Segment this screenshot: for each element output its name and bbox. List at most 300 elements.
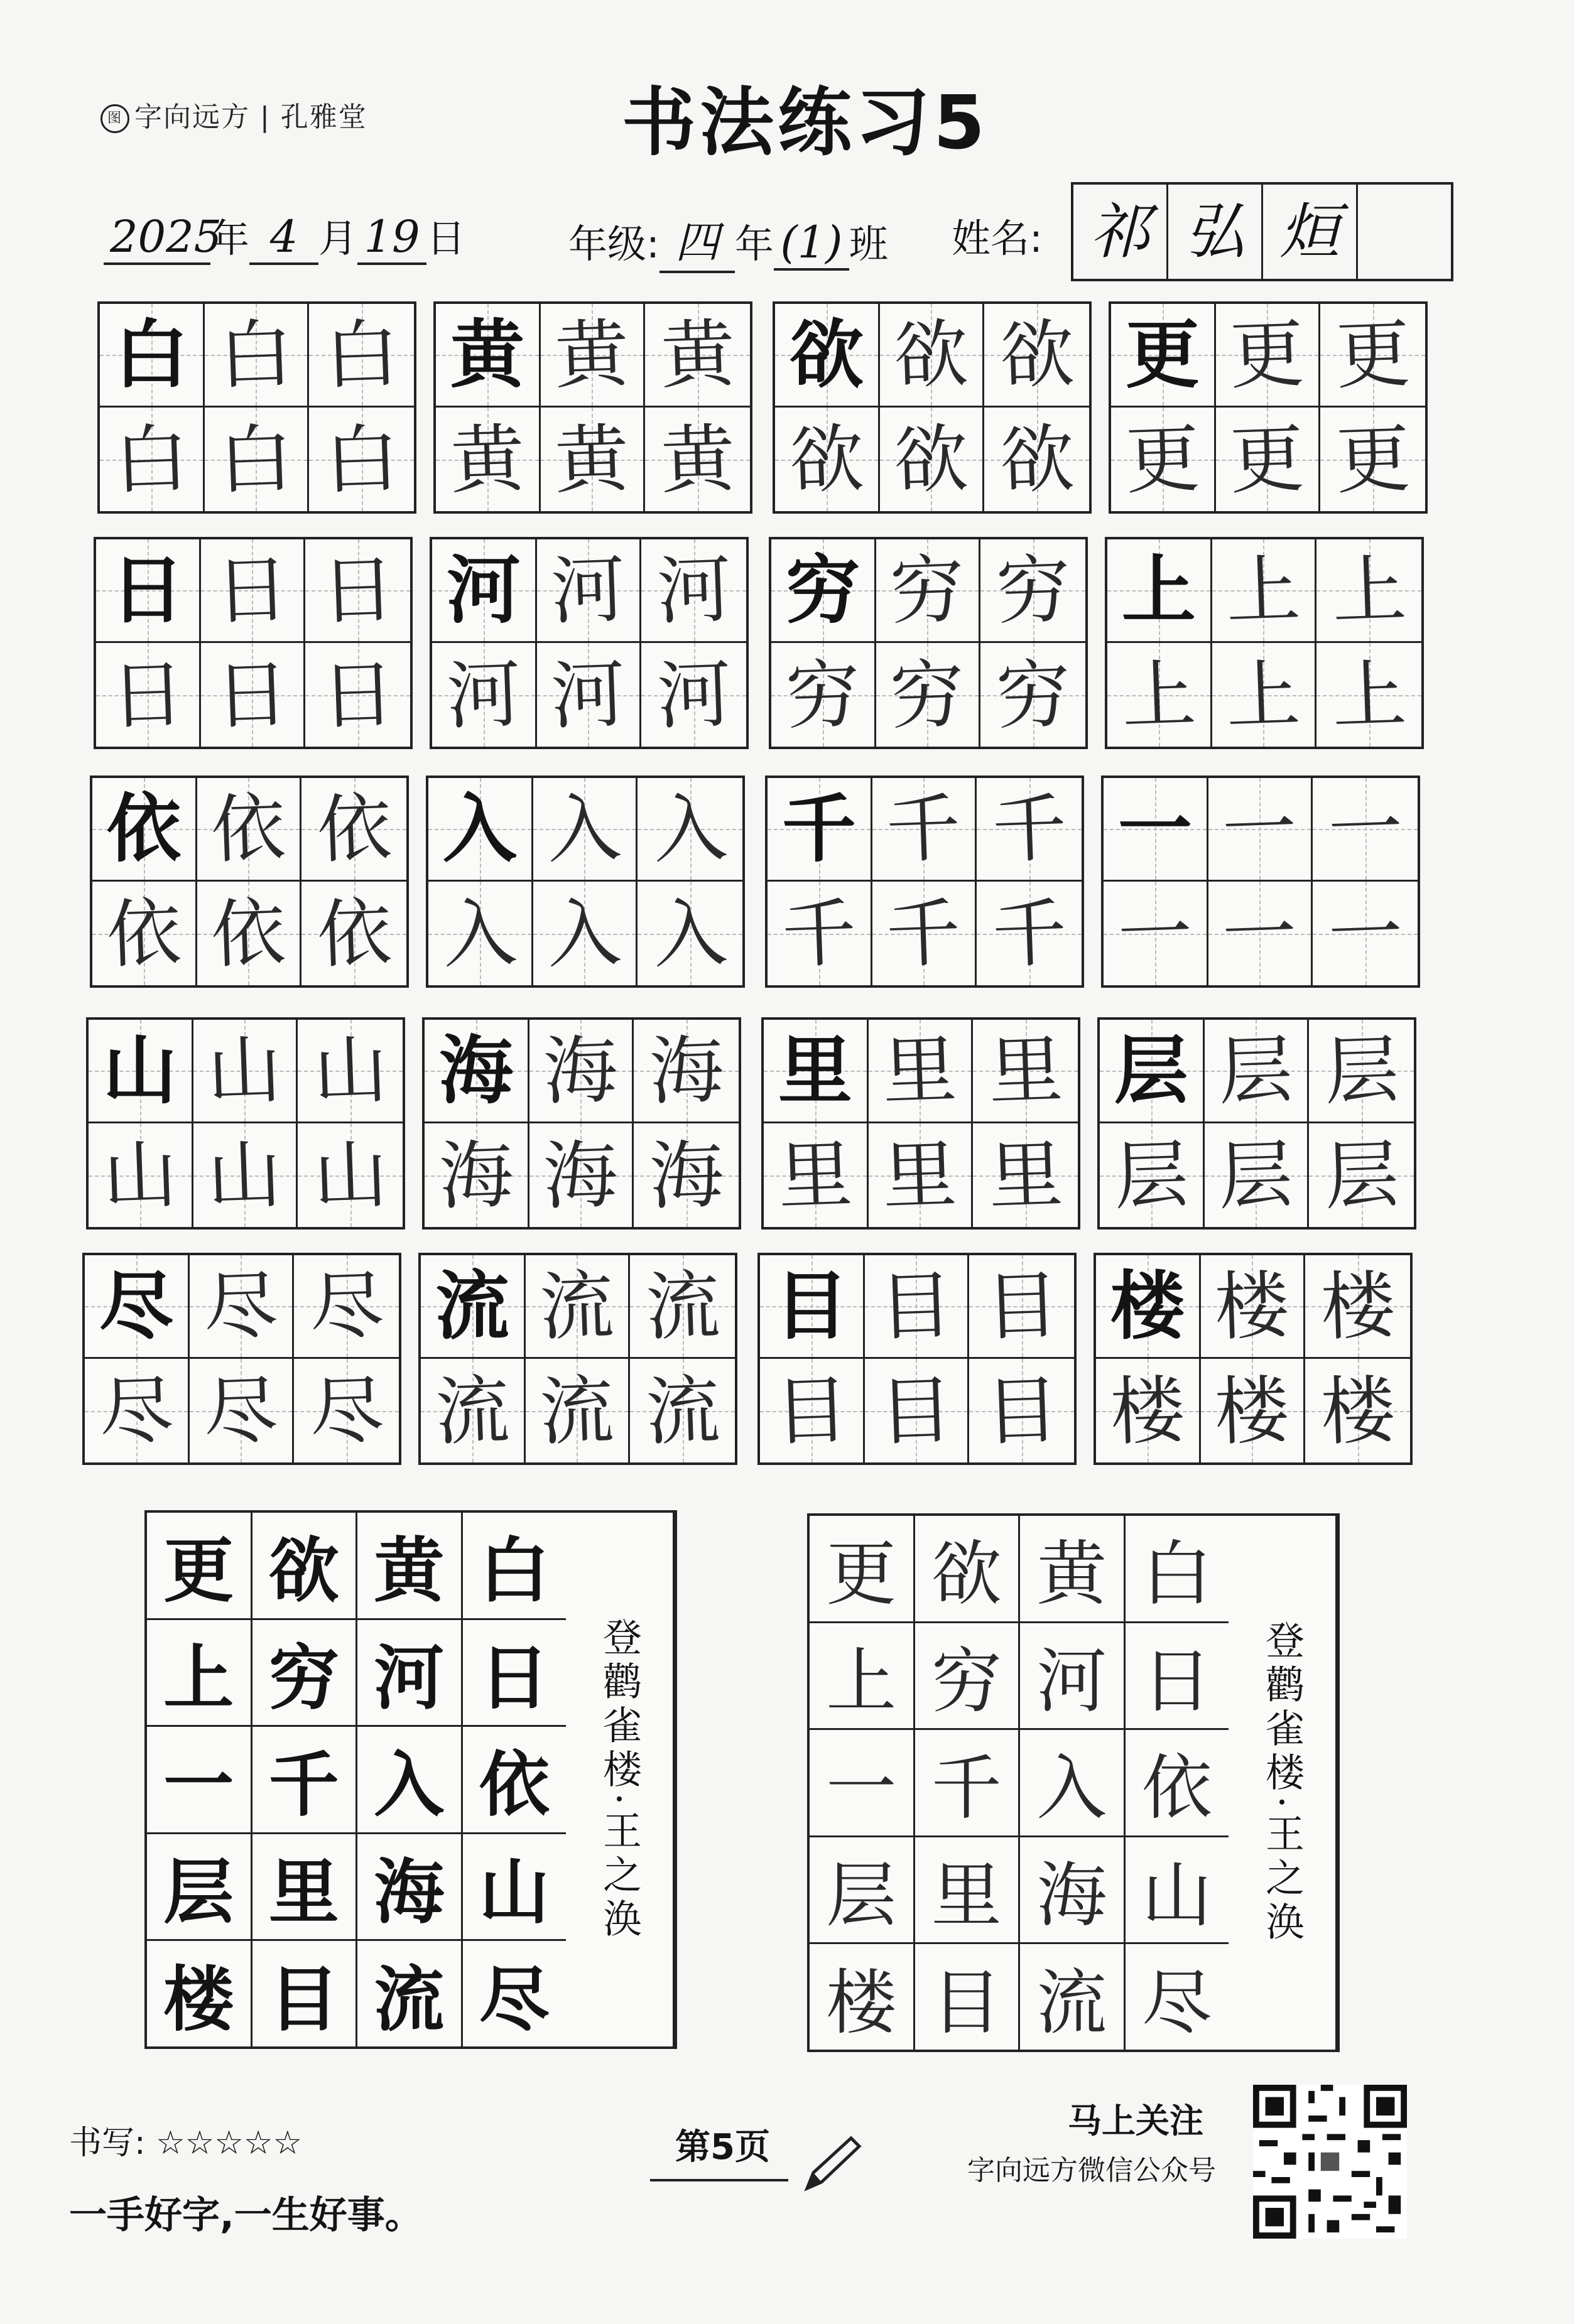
practice-char: 上 [1225,545,1302,635]
poem-column [1018,1516,1124,2050]
practice-block [90,776,409,988]
practice-char-cell [969,1255,1074,1359]
practice-char: 千 [885,889,962,978]
name-label: 姓名: [952,215,1043,261]
practice-char-cell [1313,882,1418,985]
poem-char: 更 [147,1513,251,1620]
poem-char: 海 [1020,1837,1124,1945]
practice-char: 穷 [994,545,1072,635]
poem-model-grid [144,1510,677,2049]
page-title: 书法练习5 [622,79,989,166]
practice-char-cell [294,1255,399,1359]
practice-char: 层 [1323,1130,1401,1220]
practice-char: 河 [550,545,627,635]
poem-char: 入 [1020,1730,1124,1837]
name-char: 弘 [1168,185,1263,279]
practice-char: 日 [214,650,291,740]
poem-title: 登鹳雀楼 [1259,1620,1305,1797]
practice-char-cell [305,643,410,747]
practice-char: 欲 [998,414,1076,504]
practice-char: 目 [877,1366,955,1456]
practice-char: 楼 [1319,1261,1397,1351]
practice-char-cell [96,643,201,747]
practice-char: 里 [778,1027,852,1114]
poem-char: 里 [252,1834,356,1942]
practice-char-cell [436,408,541,511]
practice-char-cell [1316,643,1421,747]
practice-char-cell [880,304,985,408]
practice-char: 目 [983,1261,1061,1351]
practice-char-cell [869,1123,974,1227]
poem-practice-grid [807,1513,1340,2052]
practice-char-cell [537,539,642,643]
practice-char-cell [301,882,406,985]
practice-char: 河 [445,650,523,740]
practice-char: 河 [655,545,733,635]
practice-char-cell [760,1359,865,1462]
poem-column [356,1513,461,2046]
poem-title: 登鹳雀楼 [596,1617,643,1793]
motto: 一手好字,一生好事。 [69,2193,423,2237]
practice-char-cell [89,1123,193,1227]
practice-char-cell [641,643,746,747]
practice-char: 入 [546,784,623,874]
practice-char-cell [630,1255,735,1359]
poem-char: 黄 [357,1513,461,1620]
practice-char: 千 [991,889,1068,978]
poem-char: 更 [810,1516,913,1623]
practice-block [86,1017,405,1230]
practice-char-cell [1208,882,1313,985]
practice-char-cell [305,539,410,643]
practice-char-cell [984,304,1089,408]
model-char-cell [436,304,541,408]
practice-char-cell [541,304,646,408]
grade-value: 四 [659,207,735,273]
practice-char: 流 [435,1262,509,1349]
model-char-cell [428,778,533,882]
model-char-cell [85,1255,190,1359]
practice-char: 入 [651,784,729,874]
practice-char-cell [638,778,742,882]
practice-char-cell [1309,1020,1414,1123]
practice-char: 千 [991,784,1068,874]
practice-char: 日 [214,545,291,635]
practice-char-cell [309,304,414,408]
pen-icon [798,2129,867,2198]
poem-column [913,1516,1019,2050]
practice-char-cell [645,304,750,408]
practice-char-cell [984,408,1089,511]
practice-char: 层 [1114,1027,1188,1114]
poem-char: 黄 [1020,1516,1124,1623]
practice-char-cell [205,408,310,511]
practice-block [757,1253,1077,1465]
practice-block [773,301,1092,514]
practice-char: 黄 [659,414,737,504]
date-year: 2025 [104,211,210,265]
practice-char: 日 [109,650,187,740]
poem-char: 依 [1126,1730,1229,1837]
practice-char-cell [876,539,981,643]
poem-column [1124,1516,1229,2050]
rating-stars: ☆☆☆☆☆ [156,2124,303,2162]
practice-char-cell [533,778,638,882]
poem-char: 流 [1036,1962,1107,2044]
practice-char: 里 [881,1130,958,1220]
day-label: 日 [426,215,466,261]
practice-char: 白 [217,414,295,504]
model-char-cell [100,304,205,408]
practice-char-cell [197,778,302,882]
practice-char: 一 [1327,784,1404,874]
practice-char-cell [630,1359,735,1462]
practice-char: 海 [437,1130,515,1220]
practice-char-cell [1201,1255,1306,1359]
practice-char-cell [190,1255,295,1359]
practice-char-cell [201,643,306,747]
practice-block [1097,1017,1416,1230]
poem-char: 穷 [252,1620,356,1727]
model-char-cell [89,1020,193,1123]
practice-char: 黄 [659,310,737,400]
practice-char: 欲 [893,414,970,504]
poem-column [461,1513,567,2046]
practice-char-cell [869,1020,974,1123]
practice-char: 上 [1225,650,1302,740]
poem-char: 欲 [915,1516,1019,1623]
practice-block [761,1017,1080,1230]
poem-char: 尽 [479,1958,550,2041]
practice-char: 一 [1116,889,1194,978]
practice-char-cell [641,539,746,643]
practice-char: 上 [1330,545,1408,635]
practice-char-cell [865,1359,970,1462]
practice-char: 依 [315,889,393,978]
practice-char: 千 [781,785,856,872]
rating [69,2116,302,2163]
poem-char: 欲 [252,1513,356,1620]
practice-char: 楼 [1319,1366,1397,1456]
page-number: 第5页 [675,2127,770,2168]
brand-circle-icon: 图 [100,104,129,133]
practice-char: 楼 [1110,1262,1185,1349]
poem-char: 尽 [1141,1962,1212,2044]
practice-char: 尽 [202,1366,280,1456]
practice-char-cell [529,1123,634,1227]
practice-char: 尽 [308,1261,386,1351]
date-day: 19 [357,211,426,265]
practice-char: 山 [102,1027,177,1114]
practice-char-cell [1205,1123,1310,1227]
practice-char: 海 [648,1130,725,1220]
class-suffix: 班 [849,221,888,267]
poem-char: 入 [357,1727,461,1834]
practice-char: 入 [442,785,517,872]
practice-char: 里 [987,1130,1065,1220]
poem-column [147,1513,251,2046]
page-underline [650,2179,788,2181]
practice-char-cell [645,408,750,511]
practice-char: 白 [114,311,188,398]
practice-char-cell [1107,643,1212,747]
model-char-cell [764,1020,869,1123]
practice-char: 入 [546,889,623,978]
practice-char: 白 [217,310,295,400]
practice-block [433,301,752,514]
practice-char: 一 [1221,889,1298,978]
model-char-cell [1100,1020,1205,1123]
poem-model-attribution [566,1513,675,2046]
practice-char: 尽 [97,1366,175,1456]
practice-char-cell [1216,408,1321,511]
class-value: (1) [774,217,849,271]
poem-char: 海 [357,1834,461,1942]
poem-char: 穷 [915,1623,1019,1731]
follow-label: 马上关注 [1068,2101,1203,2141]
practice-char-cell [193,1123,298,1227]
practice-char-cell [634,1123,739,1227]
model-char-cell [1096,1255,1201,1359]
practice-block [1094,1253,1413,1465]
practice-char-cell [309,408,414,511]
poem-char: 一 [810,1730,913,1837]
practice-char: 穷 [889,650,966,740]
practice-block [1109,301,1428,514]
practice-char-cell [876,643,981,747]
practice-char: 入 [441,889,519,978]
practice-char-cell [1320,304,1425,408]
practice-char-cell [190,1359,295,1462]
practice-char: 目 [773,1366,850,1456]
practice-char: 山 [206,1130,283,1220]
model-char-cell [92,778,197,882]
practice-char-cell [428,882,533,985]
practice-char-cell [1305,1255,1410,1359]
practice-char: 黄 [450,311,524,398]
practice-char: 山 [101,1130,179,1220]
practice-char-cell [1212,643,1317,747]
practice-char-cell [634,1020,739,1123]
practice-char-cell [771,643,876,747]
name-char: 烜 [1263,185,1358,279]
poem-char: 千 [252,1727,356,1834]
practice-char-cell [526,1359,631,1462]
practice-char-cell [1096,1359,1201,1462]
practice-char-cell [872,778,977,882]
practice-char: 穷 [785,546,860,634]
practice-char: 里 [987,1025,1065,1116]
practice-char: 流 [538,1366,616,1456]
poem-char: 楼 [163,1958,234,2041]
practice-char-cell [1111,408,1216,511]
grade-line [568,207,888,273]
practice-char: 一 [1221,784,1298,874]
practice-char-cell [775,408,880,511]
practice-char: 河 [446,546,521,634]
practice-char: 尽 [99,1262,173,1349]
practice-char: 层 [1112,1130,1190,1220]
practice-char: 黄 [553,414,631,504]
grade-label: 年级: [568,221,659,267]
poem-practice-columns [810,1516,1229,2050]
grade-suffix: 年 [734,221,774,267]
practice-char-cell [421,1359,526,1462]
practice-char-cell [764,1123,869,1227]
poem-char: 上 [147,1620,251,1727]
poem-char: 里 [915,1837,1019,1945]
practice-char: 山 [312,1025,389,1116]
practice-char: 入 [651,889,729,978]
practice-char-cell [205,304,310,408]
practice-char-cell [872,882,977,985]
practice-char-cell [1320,408,1425,511]
practice-block [769,537,1088,749]
practice-char: 目 [774,1262,849,1349]
poem-dot: · [596,1793,643,1810]
brand-text: 字向远方 | 孔雅堂 [134,101,367,133]
practice-char-cell [768,882,872,985]
practice-char-cell [533,882,638,985]
poem-char: 白 [463,1513,567,1620]
practice-char-cell [201,539,306,643]
practice-char-cell [1104,882,1208,985]
practice-char: 里 [881,1025,958,1116]
practice-char: 海 [542,1130,619,1220]
poem-dot: · [1259,1796,1305,1813]
practice-char: 日 [110,546,185,634]
practice-char: 依 [106,785,181,872]
practice-char: 目 [983,1366,1061,1456]
practice-block [422,1017,741,1230]
rating-label: 书写: [69,2124,146,2162]
poem-char: 流 [374,1958,445,2041]
practice-char-cell [1305,1359,1410,1462]
practice-block [82,1253,401,1465]
practice-char: 白 [323,414,401,504]
poem-char: 层 [147,1834,251,1942]
poem-column [810,1516,913,2050]
practice-char: 流 [644,1261,722,1351]
model-char-cell [1107,539,1212,643]
poem-practice-attribution [1229,1516,1337,2050]
practice-char-cell [865,1255,970,1359]
practice-char: 海 [438,1027,513,1114]
poem-char: 楼 [826,1962,897,2044]
model-char-cell [425,1020,529,1123]
practice-char: 白 [323,310,401,400]
practice-char: 日 [319,650,397,740]
practice-char: 上 [1120,650,1198,740]
practice-char: 尽 [202,1261,280,1351]
practice-char: 千 [885,784,962,874]
practice-char: 穷 [784,650,862,740]
practice-char: 穷 [889,545,966,635]
poem-char: 依 [463,1727,567,1834]
practice-char: 依 [105,889,183,978]
qr-code-icon[interactable] [1253,2085,1407,2239]
practice-char-cell [432,643,537,747]
practice-char-cell [197,882,302,985]
name-boxes [1071,182,1453,281]
month-label: 月 [318,215,358,261]
practice-char-cell [298,1020,403,1123]
practice-char: 目 [877,1261,955,1351]
year-label: 年 [210,215,250,261]
practice-char-cell [973,1123,1078,1227]
practice-char: 欲 [788,414,866,504]
practice-char-cell [980,539,1085,643]
model-char-cell [96,539,201,643]
practice-char: 欲 [998,310,1076,400]
model-char-cell [1111,304,1216,408]
practice-char: 楼 [1213,1261,1291,1351]
practice-char: 流 [433,1366,511,1456]
poem-char: 河 [1020,1623,1124,1731]
model-char-cell [421,1255,526,1359]
practice-char-cell [294,1359,399,1462]
name-char: 祁 [1073,185,1168,279]
practice-char-cell [880,408,985,511]
practice-char: 河 [550,650,627,740]
poem-column [251,1513,356,2046]
practice-char: 尽 [308,1366,386,1456]
practice-char: 海 [648,1025,725,1116]
practice-char-cell [977,778,1082,882]
practice-char-cell [1201,1359,1306,1462]
practice-block [765,776,1084,988]
model-char-cell [432,539,537,643]
practice-block [1101,776,1420,988]
date-month: 4 [249,211,318,265]
poem-char: 山 [1126,1837,1229,1945]
poem-char: 层 [810,1837,913,1945]
practice-char-cell [85,1359,190,1462]
practice-char-cell [541,408,646,511]
practice-char-cell [1309,1123,1414,1227]
practice-char-cell [425,1123,529,1227]
practice-char: 欲 [893,310,970,400]
practice-char: 层 [1217,1025,1294,1116]
practice-char: 更 [1229,414,1306,504]
practice-char-cell [529,1020,634,1123]
poem-char: 目 [268,1958,339,2041]
practice-char: 穷 [994,650,1072,740]
practice-char: 依 [210,889,287,978]
practice-char-cell [1208,778,1313,882]
poem-char: 日 [1126,1623,1229,1731]
practice-char-cell [1100,1123,1205,1227]
poem-char: 白 [1126,1516,1229,1623]
date-line [104,207,465,265]
practice-char-cell [638,882,742,985]
practice-char: 更 [1124,414,1202,504]
practice-char-cell [969,1359,1074,1462]
model-char-cell [771,539,876,643]
poem-char: 山 [463,1834,567,1942]
poem-model-columns [147,1513,566,2046]
practice-char-cell [193,1020,298,1123]
brand-logo [100,94,367,134]
poem-char: 日 [463,1620,567,1727]
practice-char-cell [301,778,406,882]
practice-char: 上 [1121,546,1196,634]
practice-char: 河 [655,650,733,740]
practice-char: 更 [1229,310,1306,400]
model-char-cell [768,778,872,882]
practice-char: 流 [538,1261,616,1351]
practice-block [426,776,745,988]
